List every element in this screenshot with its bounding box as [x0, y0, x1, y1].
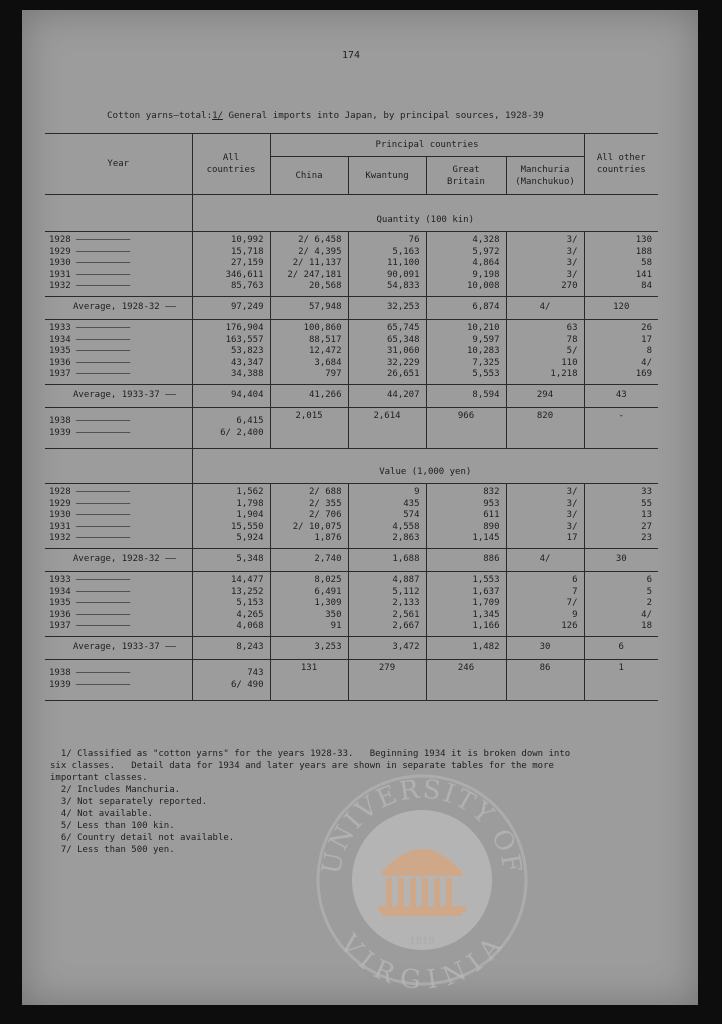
- cell-great-britain: 10,210 9,597 10,283 7,325 5,553: [426, 319, 506, 384]
- cell-china: 3,253: [270, 636, 348, 659]
- section-label-value: Value (1,000 yen): [192, 448, 658, 483]
- year-labels: 1938 —————————— 1939 ——————————: [45, 407, 192, 448]
- seal-year: 1819: [409, 936, 435, 947]
- footnote-line: six classes. Detail data for 1934 and later years are shown in separate tables for the more: [50, 761, 554, 771]
- cell-china: 131: [270, 659, 348, 700]
- page-number: 174: [342, 50, 361, 61]
- cell-manchuria: 3/ 3/ 3/ 3/ 270: [506, 232, 584, 297]
- table-row: [45, 384, 658, 407]
- footnote-line: 5/ Less than 100 kin.: [50, 821, 175, 831]
- table-row: [45, 548, 658, 571]
- cell-manchuria: 86: [506, 659, 584, 700]
- cell-kwantung: 2,614: [348, 407, 426, 448]
- cell-kwantung: 3,472: [348, 636, 426, 659]
- footnote-line: 2/ Includes Manchuria.: [50, 785, 181, 795]
- footnote-line: 4/ Not available.: [50, 809, 153, 819]
- average-label: Average, 1933-37 ——: [45, 636, 192, 659]
- cell-all: 8,243: [192, 636, 270, 659]
- table-row: [45, 483, 658, 548]
- cell-china: 57,948: [270, 296, 348, 319]
- table-row: [45, 659, 658, 700]
- table-row: [45, 407, 658, 448]
- cell-other: 6: [584, 636, 658, 659]
- imports-table: [45, 133, 658, 701]
- year-labels: 1938 —————————— 1939 ——————————: [45, 659, 192, 700]
- cell-china: 100,860 88,517 12,472 3,684 797: [270, 319, 348, 384]
- average-label: Average, 1933-37 ——: [45, 384, 192, 407]
- cell-great-britain: 886: [426, 548, 506, 571]
- cell-manchuria: 4/: [506, 296, 584, 319]
- cell-kwantung: 4,887 5,112 2,133 2,561 2,667: [348, 571, 426, 636]
- year-labels: 1933 —————————— 1934 —————————— 1935 —————————— 1936 —————————— 1937 ——————————: [45, 319, 192, 384]
- cell-all: 176,904 163,557 53,823 43,347 34,388: [192, 319, 270, 384]
- cell-manchuria: 4/: [506, 548, 584, 571]
- cell-great-britain: 1,482: [426, 636, 506, 659]
- seal-bottom-text: VIRGINIA: [333, 929, 511, 990]
- year-labels: 1928 —————————— 1929 —————————— 1930 —————————— 1931 —————————— 1932 ——————————: [45, 483, 192, 548]
- cell-all: 10,992 15,718 27,159 346,611 85,763: [192, 232, 270, 297]
- cell-china: 2,015: [270, 407, 348, 448]
- cell-great-britain: 4,328 5,972 4,864 9,198 10,008: [426, 232, 506, 297]
- cell-kwantung: 76 5,163 11,100 90,091 54,833: [348, 232, 426, 297]
- footnote-line: 6/ Country detail not available.: [50, 833, 235, 843]
- cell-kwantung: 279: [348, 659, 426, 700]
- cell-great-britain: 1,553 1,637 1,709 1,345 1,166: [426, 571, 506, 636]
- section-label-quantity: Quantity (100 kin): [192, 195, 658, 232]
- cell-other: 33 55 13 27 23: [584, 483, 658, 548]
- year-labels: 1928 —————————— 1929 —————————— 1930 —————————— 1931 —————————— 1932 ——————————: [45, 232, 192, 297]
- cell-other: 6 5 2 4/ 18: [584, 571, 658, 636]
- cell-china: 2/ 6,458 2/ 4,395 2/ 11,137 2/ 247,181 20,568: [270, 232, 348, 297]
- average-label: Average, 1928-32 ——: [45, 296, 192, 319]
- cell-all: 743 6/ 490: [192, 659, 270, 700]
- table-row: [45, 232, 658, 297]
- title-footnote-ref: 1/: [212, 111, 223, 121]
- university-seal-watermark: [312, 770, 532, 990]
- footnote-line: 7/ Less than 500 yen.: [50, 845, 175, 855]
- cell-great-britain: 246: [426, 659, 506, 700]
- footnote-line: 3/ Not separately reported.: [50, 797, 208, 807]
- cell-china: 41,266: [270, 384, 348, 407]
- footnote-line: 1/ Classified as "cotton yarns" for the years 1928-33. Beginning 1934 it is broken down into: [50, 749, 571, 759]
- table-row: [45, 296, 658, 319]
- table-row: [45, 571, 658, 636]
- cell-other: 1: [584, 659, 658, 700]
- cell-all: 14,477 13,252 5,153 4,265 4,068: [192, 571, 270, 636]
- cell-all: 97,249: [192, 296, 270, 319]
- cell-manchuria: 294: [506, 384, 584, 407]
- cell-manchuria: 3/ 3/ 3/ 3/ 17: [506, 483, 584, 548]
- table-title: [107, 110, 544, 121]
- table-row: [45, 636, 658, 659]
- header-great-britain: Great Britain: [426, 157, 506, 195]
- cell-other: 26 17 8 4/ 169: [584, 319, 658, 384]
- cell-manchuria: 6 7 7/ 9 126: [506, 571, 584, 636]
- seal-top-text: UNIVERSITY OF: [316, 774, 528, 877]
- year-labels: 1933 —————————— 1934 —————————— 1935 —————————— 1936 —————————— 1937 ——————————: [45, 571, 192, 636]
- cell-manchuria: 30: [506, 636, 584, 659]
- header-all-countries: All countries: [192, 134, 270, 195]
- footnote-line: important classes.: [50, 773, 148, 783]
- average-label: Average, 1928-32 ——: [45, 548, 192, 571]
- cell-manchuria: 820: [506, 407, 584, 448]
- cell-china: 2,740: [270, 548, 348, 571]
- header-all-other: All other countries: [584, 134, 658, 195]
- cell-great-britain: 8,594: [426, 384, 506, 407]
- cell-all: 1,562 1,798 1,904 15,550 5,924: [192, 483, 270, 548]
- header-china: China: [270, 157, 348, 195]
- cell-all: 6,415 6/ 2,400: [192, 407, 270, 448]
- cell-kwantung: 1,688: [348, 548, 426, 571]
- header-principal-countries: Principal countries: [270, 134, 584, 157]
- cell-great-britain: 832 953 611 890 1,145: [426, 483, 506, 548]
- table-row: [45, 319, 658, 384]
- document-page: [22, 10, 698, 1005]
- cell-kwantung: 44,207: [348, 384, 426, 407]
- cell-kwantung: 32,253: [348, 296, 426, 319]
- cell-other: 30: [584, 548, 658, 571]
- cell-other: 130 188 58 141 84: [584, 232, 658, 297]
- title-prefix: Cotton yarns—total:: [107, 110, 213, 121]
- cell-china: 8,025 6,491 1,309 350 91: [270, 571, 348, 636]
- cell-all: 94,404: [192, 384, 270, 407]
- header-year: Year: [45, 134, 192, 195]
- cell-great-britain: 966: [426, 407, 506, 448]
- title-suffix: General imports into Japan, by principal sources, 1928-39: [222, 110, 544, 121]
- cell-all: 5,348: [192, 548, 270, 571]
- header-manchuria: Manchuria (Manchukuo): [506, 157, 584, 195]
- cell-kwantung: 9 435 574 4,558 2,863: [348, 483, 426, 548]
- cell-china: 2/ 688 2/ 355 2/ 706 2/ 10,075 1,876: [270, 483, 348, 548]
- cell-other: 120: [584, 296, 658, 319]
- cell-other: -: [584, 407, 658, 448]
- header-kwantung: Kwantung: [348, 157, 426, 195]
- cell-manchuria: 63 78 5/ 110 1,218: [506, 319, 584, 384]
- cell-great-britain: 6,874: [426, 296, 506, 319]
- cell-kwantung: 65,745 65,348 31,060 32,229 26,651: [348, 319, 426, 384]
- cell-other: 43: [584, 384, 658, 407]
